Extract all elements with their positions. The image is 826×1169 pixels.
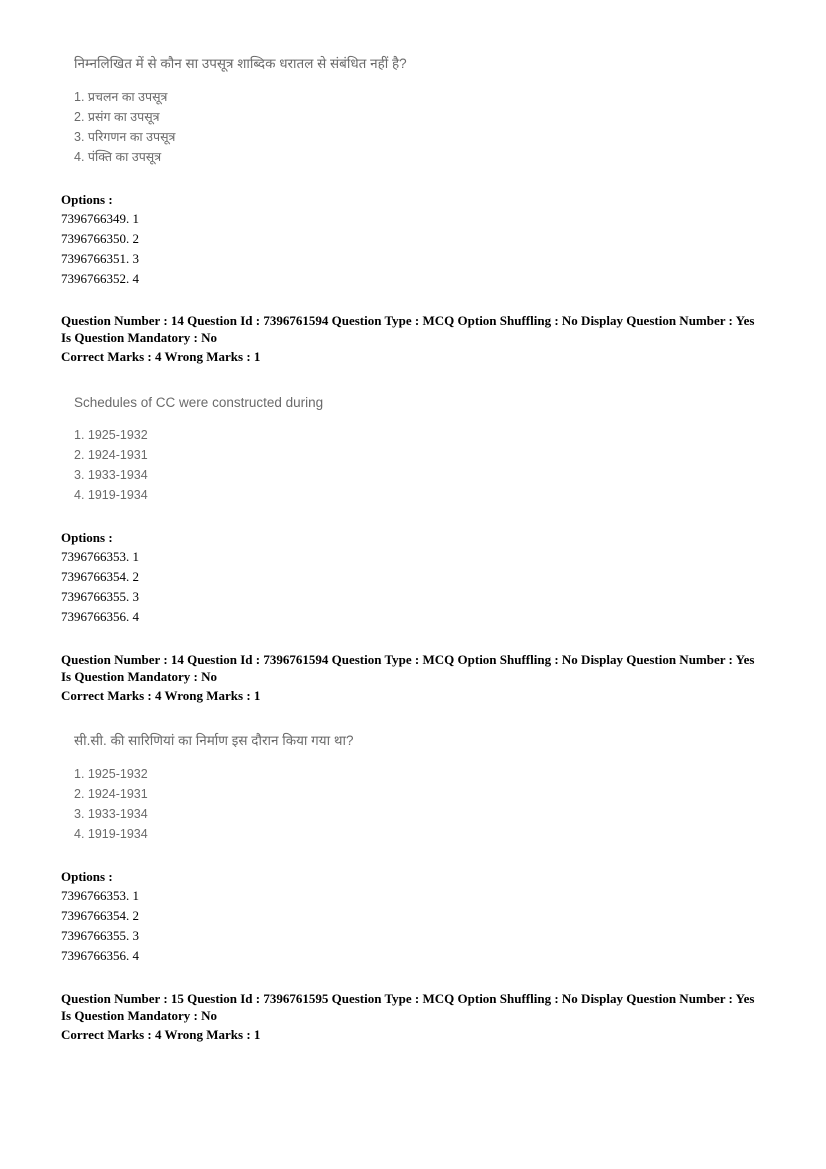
question-meta-line: Question Number : 14 Question Id : 7396761594 Question Type : MCQ Option Shuffling : No Display Question Number : Yes <box>61 313 755 328</box>
question-meta <box>61 651 781 704</box>
choice-item: 1. 1925-1932 <box>74 428 148 442</box>
question-marks: Correct Marks : 4 Wrong Marks : 1 <box>61 688 261 703</box>
option-item: 7396766351. 3 <box>61 251 139 266</box>
option-item: 7396766355. 3 <box>61 589 139 604</box>
question-meta-line: Question Number : 15 Question Id : 7396761595 Question Type : MCQ Option Shuffling : No Display Question Number : Yes <box>61 991 755 1006</box>
choice-item: 2. 1924-1931 <box>74 448 148 462</box>
question-image <box>74 55 407 167</box>
choice-list <box>74 764 353 844</box>
choice-item: 2. प्रसंग का उपसूत्र <box>74 110 160 124</box>
choice-list <box>74 425 323 505</box>
options-section <box>61 191 781 289</box>
option-item: 7396766354. 2 <box>61 569 139 584</box>
choice-item: 3. 1933-1934 <box>74 807 148 821</box>
choice-item: 4. पंक्ति का उपसूत्र <box>74 150 162 164</box>
option-item: 7396766353. 1 <box>61 888 139 903</box>
question-meta <box>61 990 781 1043</box>
question-mandatory: Is Question Mandatory : No <box>61 1008 218 1023</box>
option-item: 7396766352. 4 <box>61 271 139 286</box>
question-meta <box>61 312 781 365</box>
choice-item: 4. 1919-1934 <box>74 488 148 502</box>
question-marks: Correct Marks : 4 Wrong Marks : 1 <box>61 1027 261 1042</box>
options-label: Options : <box>61 869 113 884</box>
question-marks: Correct Marks : 4 Wrong Marks : 1 <box>61 349 261 364</box>
question-image <box>74 394 323 505</box>
choice-item: 4. 1919-1934 <box>74 827 148 841</box>
question-text: निम्नलिखित में से कौन सा उपसूत्र शाब्दिक धरातल से संबंधित नहीं है? <box>74 56 407 71</box>
option-item: 7396766349. 1 <box>61 211 139 226</box>
choice-item: 3. 1933-1934 <box>74 468 148 482</box>
question-meta-line: Question Number : 14 Question Id : 7396761594 Question Type : MCQ Option Shuffling : No Display Question Number : Yes <box>61 652 755 667</box>
choice-item: 1. प्रचलन का उपसूत्र <box>74 90 168 104</box>
option-item: 7396766356. 4 <box>61 609 139 624</box>
choice-item: 2. 1924-1931 <box>74 787 148 801</box>
options-section <box>61 868 781 966</box>
question-mandatory: Is Question Mandatory : No <box>61 330 218 345</box>
options-label: Options : <box>61 192 113 207</box>
option-item: 7396766356. 4 <box>61 948 139 963</box>
choice-item: 3. परिगणन का उपसूत्र <box>74 130 176 144</box>
option-item: 7396766353. 1 <box>61 549 139 564</box>
question-image <box>74 732 353 844</box>
question-text: Schedules of CC were constructed during <box>74 395 324 410</box>
option-item: 7396766350. 2 <box>61 231 139 246</box>
choice-list <box>74 87 407 167</box>
option-item: 7396766354. 2 <box>61 908 139 923</box>
options-section <box>61 529 781 627</box>
option-item: 7396766355. 3 <box>61 928 139 943</box>
choice-item: 1. 1925-1932 <box>74 767 148 781</box>
options-label: Options : <box>61 530 113 545</box>
question-text: सी.सी. की सारिणियां का निर्माण इस दौरान किया गया था? <box>74 733 354 748</box>
question-mandatory: Is Question Mandatory : No <box>61 669 218 684</box>
